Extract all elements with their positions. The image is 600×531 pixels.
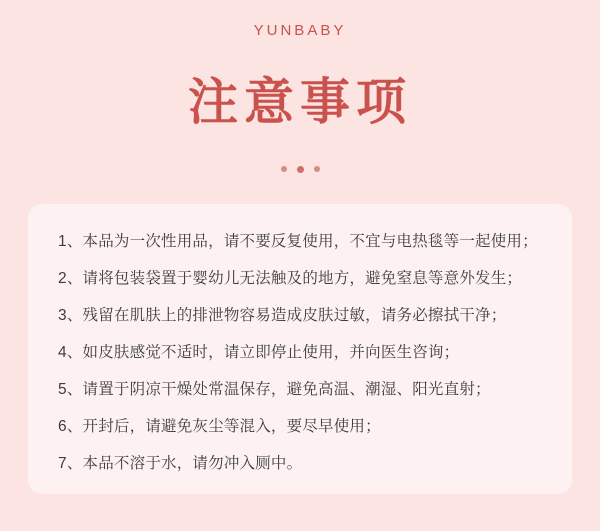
list-item — [58, 415, 542, 439]
list-item-text: 残留在肌肤上的排泄物容易造成皮肤过敏，请务必擦拭干净； — [82, 307, 507, 325]
list-item — [58, 452, 542, 476]
list-item — [58, 230, 542, 254]
list-item — [58, 341, 542, 365]
list-item-number: 7、 — [58, 455, 83, 473]
list-item-number: 3、 — [58, 307, 83, 325]
list-item-number: 5、 — [58, 381, 83, 399]
divider-dot-left — [281, 166, 287, 172]
brand-name: YUNBABY — [253, 22, 347, 39]
divider-dot-right — [314, 166, 320, 172]
list-item-text: 开封后，请避免灰尘等混入，要尽早使用； — [82, 418, 381, 436]
list-item-text: 如皮肤感觉不适时，请立即停止使用，并向医生咨询； — [82, 344, 460, 362]
list-item-text: 本品不溶于水，请勿冲入厕中。 — [82, 455, 303, 473]
list-item — [58, 267, 542, 291]
notice-card — [28, 204, 572, 494]
list-item-text: 请置于阴凉干燥处常温保存，避免高温、潮湿、阳光直射； — [82, 381, 491, 399]
list-item — [58, 304, 542, 328]
list-item-number: 4、 — [58, 344, 83, 362]
page-title: 注意事项 — [188, 74, 412, 130]
list-item-number: 2、 — [58, 270, 83, 288]
list-item-number: 6、 — [58, 418, 83, 436]
list-item-text: 本品为一次性用品，请不要反复使用，不宜与电热毯等一起使用； — [82, 233, 538, 250]
dot-divider — [281, 164, 320, 174]
divider-dot-center — [297, 166, 304, 173]
list-item-number: 1、 — [58, 233, 83, 250]
list-item — [58, 378, 542, 402]
list-item-text: 请将包装袋置于婴幼儿无法触及的地方，避免窒息等意外发生； — [82, 270, 523, 288]
